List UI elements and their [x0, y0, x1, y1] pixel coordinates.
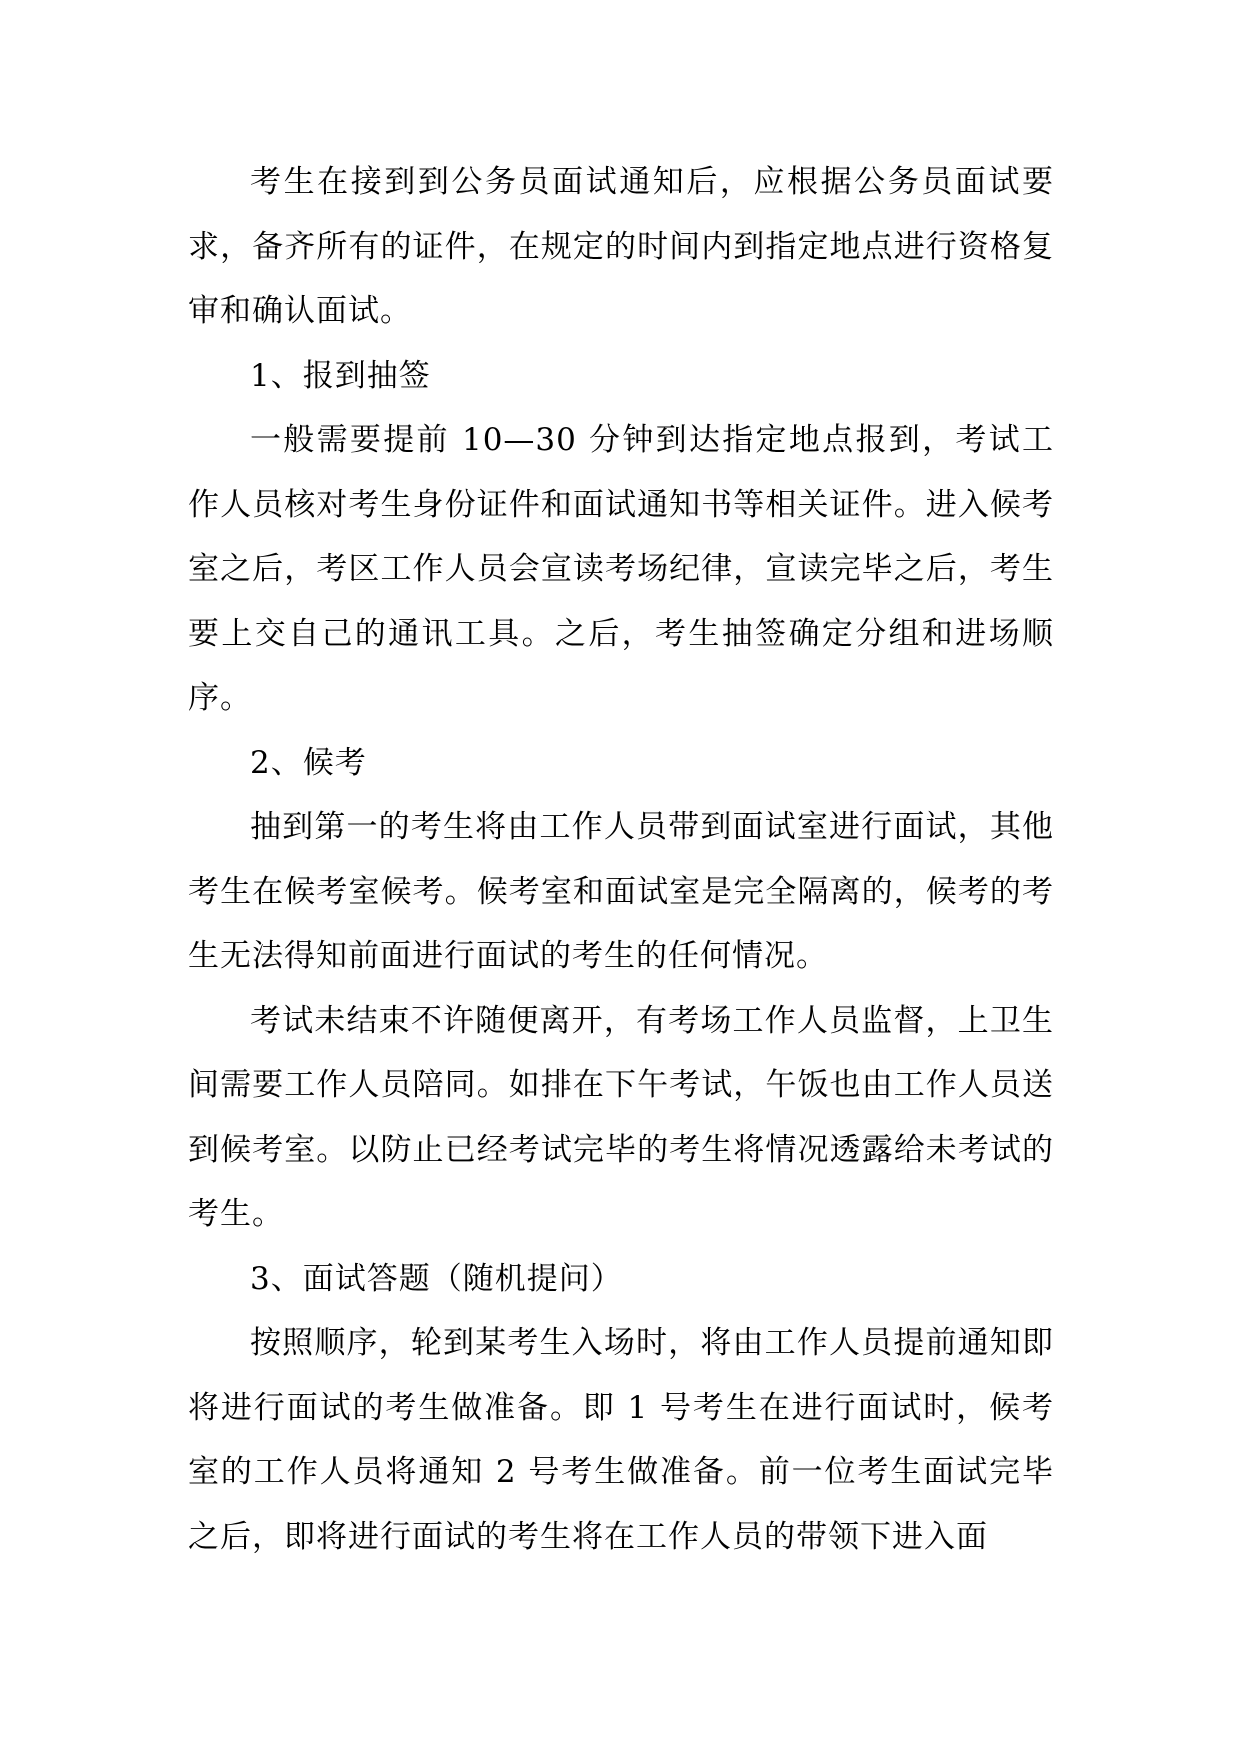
paragraph-report-draw: 一般需要提前 10—30 分钟到达指定地点报到，考试工作人员核对考生身份证件和面试通知书等相关证件。进入候考室之后，考区工作人员会宣读考场纪律，宣读完毕之后，考生要上交自己的通讯工具。之后，考生抽签确定分组和进场顺序。: [188, 422, 1054, 716]
section-heading-waiting: 2、候考: [250, 744, 367, 781]
section-heading-interview: 3、面试答题（随机提问）: [250, 1260, 623, 1297]
paragraph-interview: 按照顺序，轮到某考生入场时，将由工作人员提前通知即将进行面试的考生做准备。即 1 号考生在进行面试时，候考室的工作人员将通知 2 号考生做准备。前一位考生面试完毕之后，即将进行面试的考生将在工作人员的带领下进入面: [188, 1325, 1054, 1555]
paragraph-intro: 考生在接到到公务员面试通知后，应根据公务员面试要求，备齐所有的证件，在规定的时间内到指定地点进行资格复审和确认面试。: [188, 164, 1054, 329]
paragraph-waiting-1: 抽到第一的考生将由工作人员带到面试室进行面试，其他考生在候考室候考。候考室和面试室是完全隔离的，候考的考生无法得知前面进行面试的考生的任何情况。: [188, 809, 1054, 974]
paragraph-waiting-2: 考试未结束不许随便离开，有考场工作人员监督，上卫生间需要工作人员陪同。如排在下午考试，午饭也由工作人员送到候考室。以防止已经考试完毕的考生将情况透露给未考试的考生。: [188, 1002, 1054, 1232]
section-heading-report-draw: 1、报到抽签: [250, 357, 431, 394]
document-body: [188, 150, 1054, 1569]
